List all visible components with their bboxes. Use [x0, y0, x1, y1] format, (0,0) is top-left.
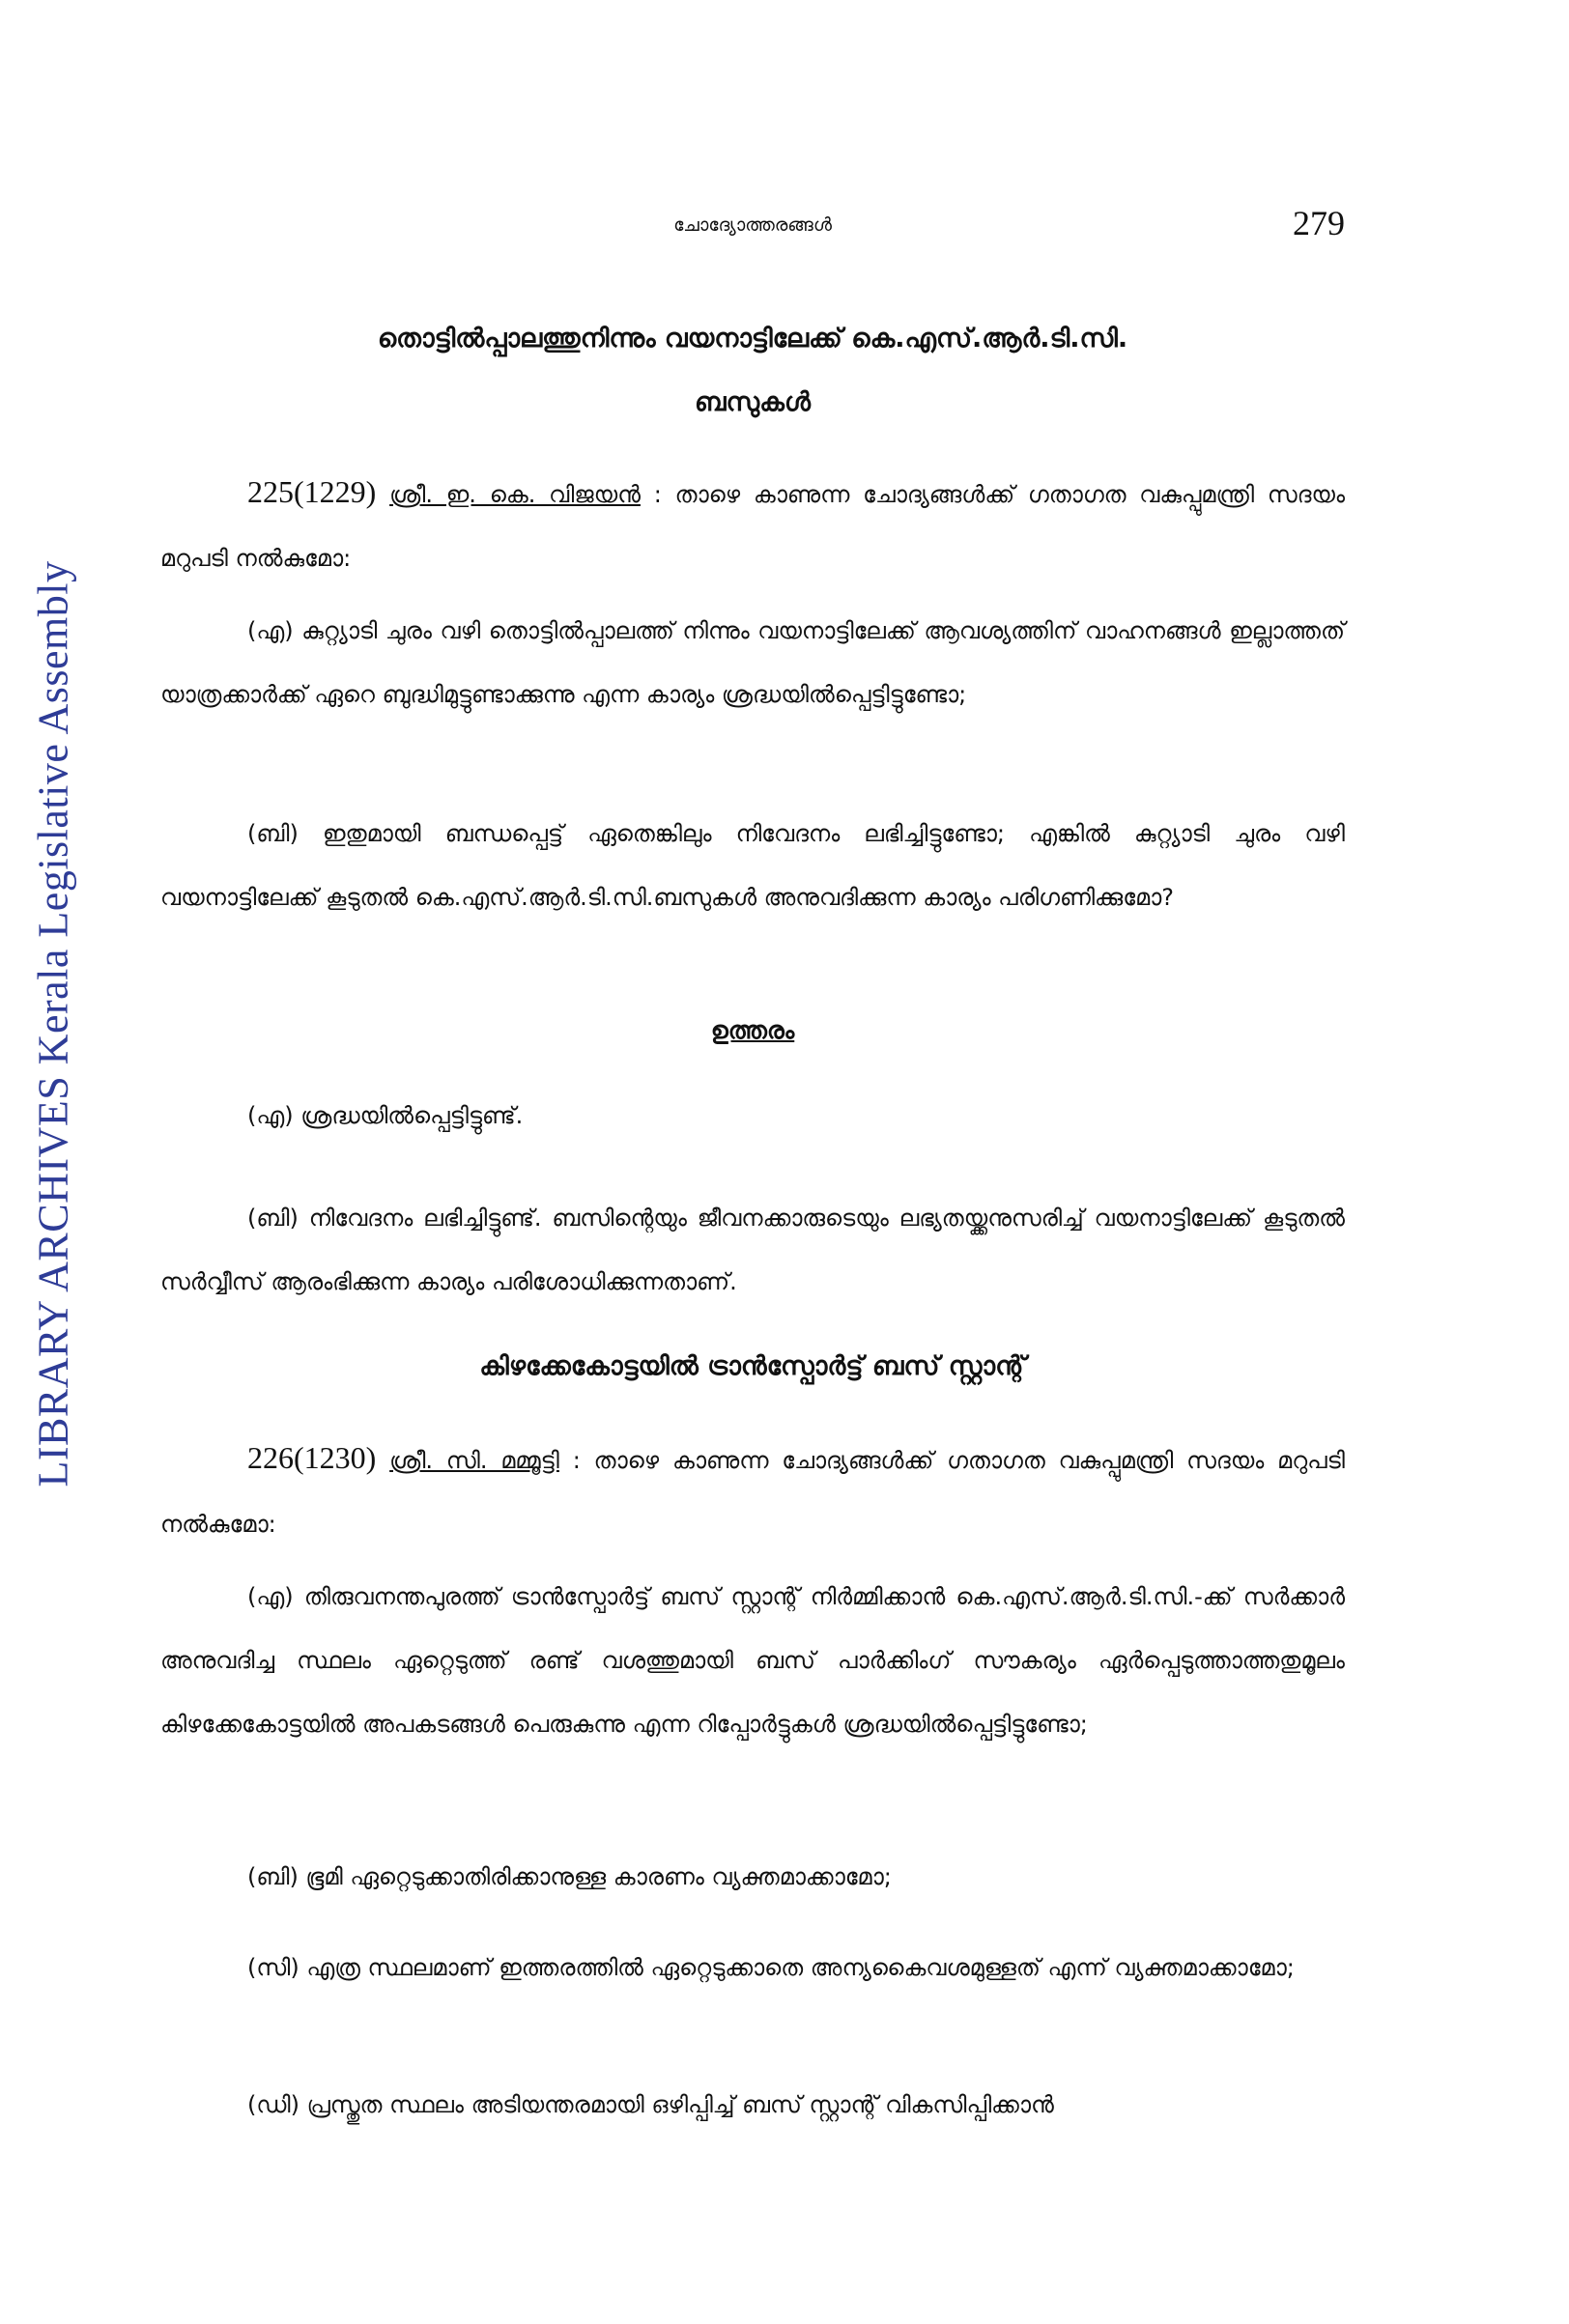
question-1-number: 225(1229)	[247, 474, 377, 509]
question-1-title-line-1: തൊട്ടിൽപ്പാലത്തുനിന്നും വയനാട്ടിലേക്ക് കെ.എസ്.ആർ.ടി.സി.	[377, 324, 1128, 354]
answer-part-b: (ബി) നിവേദനം ലഭിച്ചിട്ടുണ്ട്. ബസിന്റെയും ജീവനക്കാരുടെയും ലഭ്യതയ്ക്കനുസരിച്ച് വയനാട്ടിലേക്ക് കൂടുതൽ സർവ്വീസ് ആരംഭിക്കുന്ന കാര്യം പരിശോധിക്കുന്നതാണ്.	[160, 1205, 1345, 1295]
answer-heading: ഉത്തരം	[710, 1016, 795, 1044]
question-2-part-d: (ഡി) പ്രസ്തുത സ്ഥലം അടിയന്തരമായി ഒഴിപ്പിച്ച് ബസ് സ്റ്റാന്റ് വികസിപ്പിക്കാൻ	[247, 2091, 1054, 2118]
page-number: 279	[1293, 204, 1345, 242]
question-2-title: കിഴക്കേകോട്ടയിൽ ട്രാൻസ്പോർട്ട് ബസ് സ്റ്റാന്റ്	[479, 1351, 1026, 1381]
question-1-member: ശ്രീ. ഇ. കെ. വിജയൻ	[389, 481, 641, 508]
watermark-text: LIBRARY ARCHIVES Kerala Legislative Assembly	[29, 560, 77, 1488]
archive-watermark	[0, 0, 106, 2324]
question-1-intro-text: : താഴെ കാണുന്ന ചോദ്യങ്ങൾക്ക് ഗതാഗത വകുപ്പുമന്ത്രി സദയം മറുപടി നൽകുമോ:	[160, 481, 1345, 572]
question-1-title-line-2: ബസുകൾ	[695, 387, 811, 417]
question-2-part-a: (എ) തിരുവനന്തപുരത്ത് ട്രാൻസ്പോർട്ട് ബസ് സ്റ്റാന്റ് നിർമ്മിക്കാൻ കെ.എസ്.ആർ.ടി.സി.-ക്ക് സർക്കാർ അനുവദിച്ച സ്ഥലം ഏറ്റെടുത്ത് രണ്ട് വശത്തുമായി ബസ് പാർക്കിംഗ് സൗകര്യം ഏർപ്പെടുത്താത്തതുമൂലം കിഴക്കേകോട്ടയിൽ അപകടങ്ങൾ പെരുകുന്നു എന്ന റിപ്പോർട്ടുകൾ ശ്രദ്ധയിൽപ്പെട്ടിട്ടുണ്ടോ;	[160, 1583, 1345, 1738]
question-2-number: 226(1230)	[247, 1440, 377, 1475]
question-1-intro	[160, 460, 1345, 590]
running-header	[160, 203, 1345, 251]
question-2-part-b: (ബി) ഭൂമി ഏറ്റെടുക്കാതിരിക്കാനുള്ള കാരണം വ്യക്തമാക്കാമോ;	[247, 1863, 892, 1890]
question-1-part-b: (ബി) ഇതുമായി ബന്ധപ്പെട്ട് ഏതെങ്കിലും നിവേദനം ലഭിച്ചിട്ടുണ്ടോ; എങ്കിൽ കുറ്റ്യാടി ചുരം വഴി വയനാട്ടിലേക്ക് കൂടുതൽ കെ.എസ്.ആർ.ടി.സി.ബസുകൾ അനുവദിക്കുന്ന കാര്യം പരിഗണിക്കുമോ?	[160, 820, 1345, 911]
question-1-part-a: (എ) കുറ്റ്യാടി ചുരം വഴി തൊട്ടിൽപ്പാലത്ത് നിന്നും വയനാട്ടിലേക്ക് ആവശ്യത്തിന് വാഹനങ്ങൾ ഇല്ലാത്തത് യാത്രക്കാർക്ക് ഏറെ ബുദ്ധിമുട്ടുണ്ടാക്കുന്നു എന്ന കാര്യം ശ്രദ്ധയിൽപ്പെട്ടിട്ടുണ്ടോ;	[160, 617, 1345, 708]
running-title: ചോദ്യോത്തരങ്ങൾ	[673, 214, 832, 236]
document-page	[160, 0, 1345, 2324]
question-2-intro-text: : താഴെ കാണുന്ന ചോദ്യങ്ങൾക്ക് ഗതാഗത വകുപ്പുമന്ത്രി സദയം മറുപടി നൽകുമോ:	[160, 1447, 1345, 1538]
question-2-part-c: (സി) എത്ര സ്ഥലമാണ് ഇത്തരത്തിൽ ഏറ്റെടുക്കാതെ അന്യകൈവശമുള്ളത് എന്ന് വ്യക്തമാക്കാമോ;	[247, 1954, 1295, 1981]
question-2-intro	[160, 1426, 1345, 1556]
question-2-member: ശ്രീ. സി. മമ്മൂട്ടി	[389, 1447, 559, 1474]
answer-part-a: (എ) ശ്രദ്ധയിൽപ്പെട്ടിട്ടുണ്ട്.	[247, 1102, 524, 1129]
